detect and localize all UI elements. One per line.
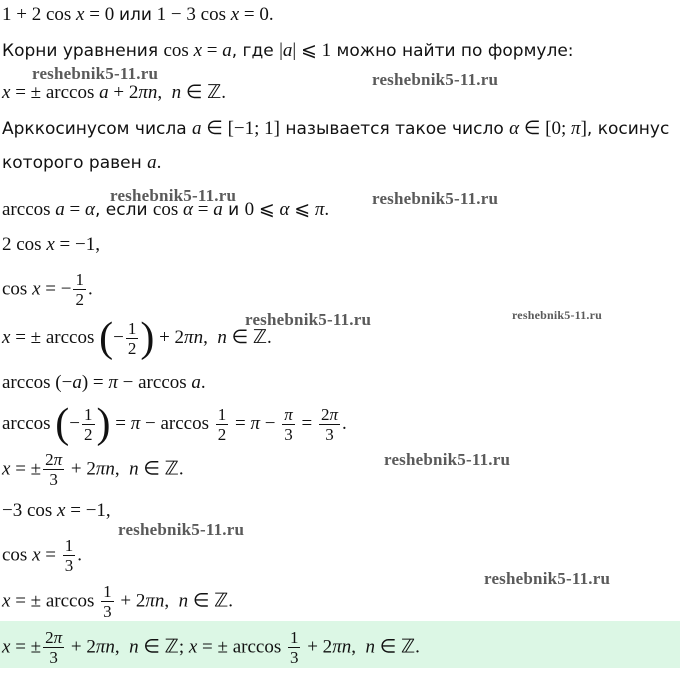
arccos-definition: Арккосинусом числа a ∈ [−1; 1] называется такое число α ∈ [0; π], косинус	[2, 118, 670, 139]
equation-split: 1 + 2 cos x = 0 или 1 − 3 cos x = 0.	[2, 4, 274, 25]
watermark: reshebnik5-11.ru	[118, 520, 245, 539]
watermark: reshebnik5-11.ru	[512, 308, 602, 322]
arccos-property: arccos (−a) = π − arccos a.	[2, 372, 206, 393]
watermark: reshebnik5-11.ru	[372, 70, 499, 89]
case1-answer: x = ± $\frac{2\pi}{3}$ + 2πn, n ∈ ℤ.	[2, 450, 184, 489]
watermark: reshebnik5-11.ru	[372, 189, 499, 208]
case1-equation: 2 cos x = −1,	[2, 234, 100, 255]
general-formula: x = ± arccos a + 2πn, n ∈ ℤ.	[2, 82, 227, 103]
final-answer: x = ± $\frac{2\pi}{3}$ + 2πn, n ∈ ℤ; x = ± arccos $\frac{1}{3}$ + 2πn, n ∈ ℤ.	[2, 628, 420, 667]
case2-solution: x = ± arccos $\frac{1}{3}$ + 2πn, n ∈ ℤ.	[2, 582, 234, 621]
arccos-condition: arccos a = α, если cos α = a и 0 ⩽ α ⩽ π.	[2, 199, 330, 220]
watermark: reshebnik5-11.ru	[384, 450, 511, 469]
arccos-definition-cont: которого равен a.	[2, 152, 162, 173]
case2-cos: cos x = $\frac{1}{3}$ .	[2, 536, 82, 575]
arccos-evaluation: arccos (− $\frac{1}{2}$ ) = π − arccos $\frac{1}{2}$ = π − $\frac{\pi}{3}$ = $\frac{2\pi}{3}$ .	[2, 401, 347, 447]
watermark: reshebnik5-11.ru	[245, 310, 372, 329]
watermark: reshebnik5-11.ru	[32, 64, 159, 83]
watermark: reshebnik5-11.ru	[110, 186, 237, 205]
case2-equation: −3 cos x = −1,	[2, 500, 111, 521]
formula-intro: Корни уравнения cos x = a, где |a| ⩽ 1 можно найти по формуле:	[2, 40, 574, 61]
case1-cos: cos x = − $\frac{1}{2}$ .	[2, 270, 93, 309]
watermark: reshebnik5-11.ru	[484, 569, 611, 588]
case1-solution: x = ± arccos (− $\frac{1}{2}$ ) + 2πn, n ∈ ℤ.	[2, 315, 272, 361]
